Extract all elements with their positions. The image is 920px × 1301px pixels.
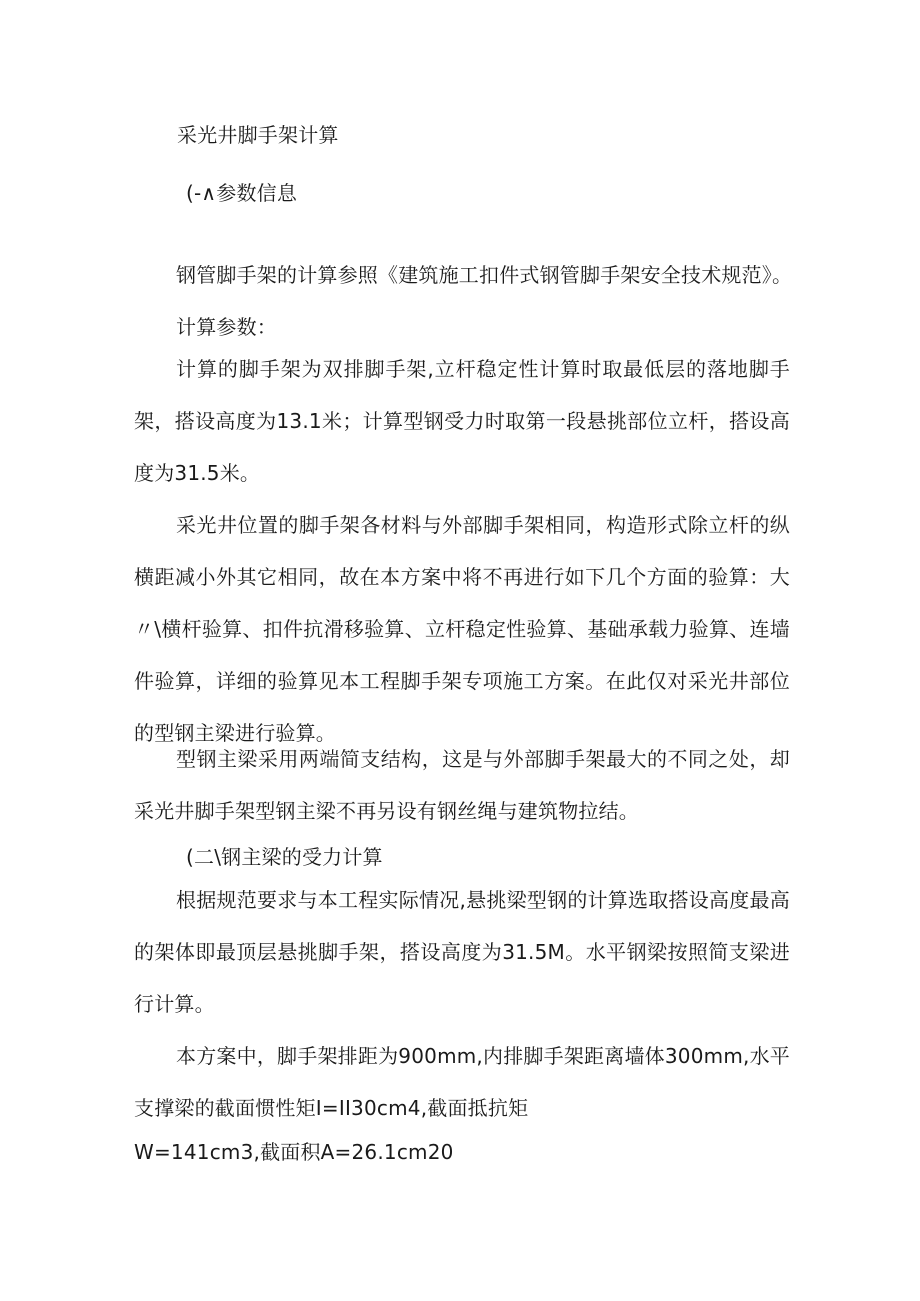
intro-paragraph: 钢管脚手架的计算参照《建筑施工扣件式钢管脚手架安全技术规范》。 [176, 263, 793, 287]
paragraph-scheme-params: 本方案中，脚手架排距为900mm,内排脚手架距离墙体300mm,水平支撑梁的截面惯性矩I=II30cm4,截面抵抗矩 [134, 1044, 790, 1120]
document-title: 采光井脚手架计算 [177, 123, 339, 147]
paragraph-steel-beam: 型钢主梁采用两端简支结构，这是与外部脚手架最大的不同之处，却采光井脚手架型钢主梁不再另设有钢丝绳与建筑物拉结。 [134, 747, 790, 823]
paragraph-specification: 根据规范要求与本工程实际情况,悬挑梁型钢的计算选取搭设高度最高的架体即最顶层悬挑脚手架，搭设高度为31.5M。水平钢梁按照简支梁进行计算。 [134, 888, 790, 1016]
paragraph-scaffold-height: 计算的脚手架为双排脚手架,立杆稳定性计算时取最低层的落地脚手架，搭设高度为13.1米；计算型钢受力时取第一段悬挑部位立杆，搭设高度为31.5米。 [134, 357, 790, 485]
params-label: 计算参数： [176, 315, 277, 339]
section-heading-beam-calc: (二\钢主梁的受力计算 [186, 845, 383, 869]
paragraph-materials: 采光井位置的脚手架各材料与外部脚手架相同，构造形式除立杆的纵横距减小外其它相同，故在本方案中将不再进行如下几个方面的验算：大〃\横杆验算、扣件抗滑移验算、立杆稳定性验算、基础承载力验算、连墙件验算，详细的验算见本工程脚手架专项施工方案。在此仅对采光井部位的型钢主梁进行验算。 [134, 513, 790, 745]
section-heading-parameters: (-∧参数信息 [186, 181, 298, 205]
section-modulus-line: W=141cm3,截面积A=26.1cm20 [134, 1140, 454, 1164]
